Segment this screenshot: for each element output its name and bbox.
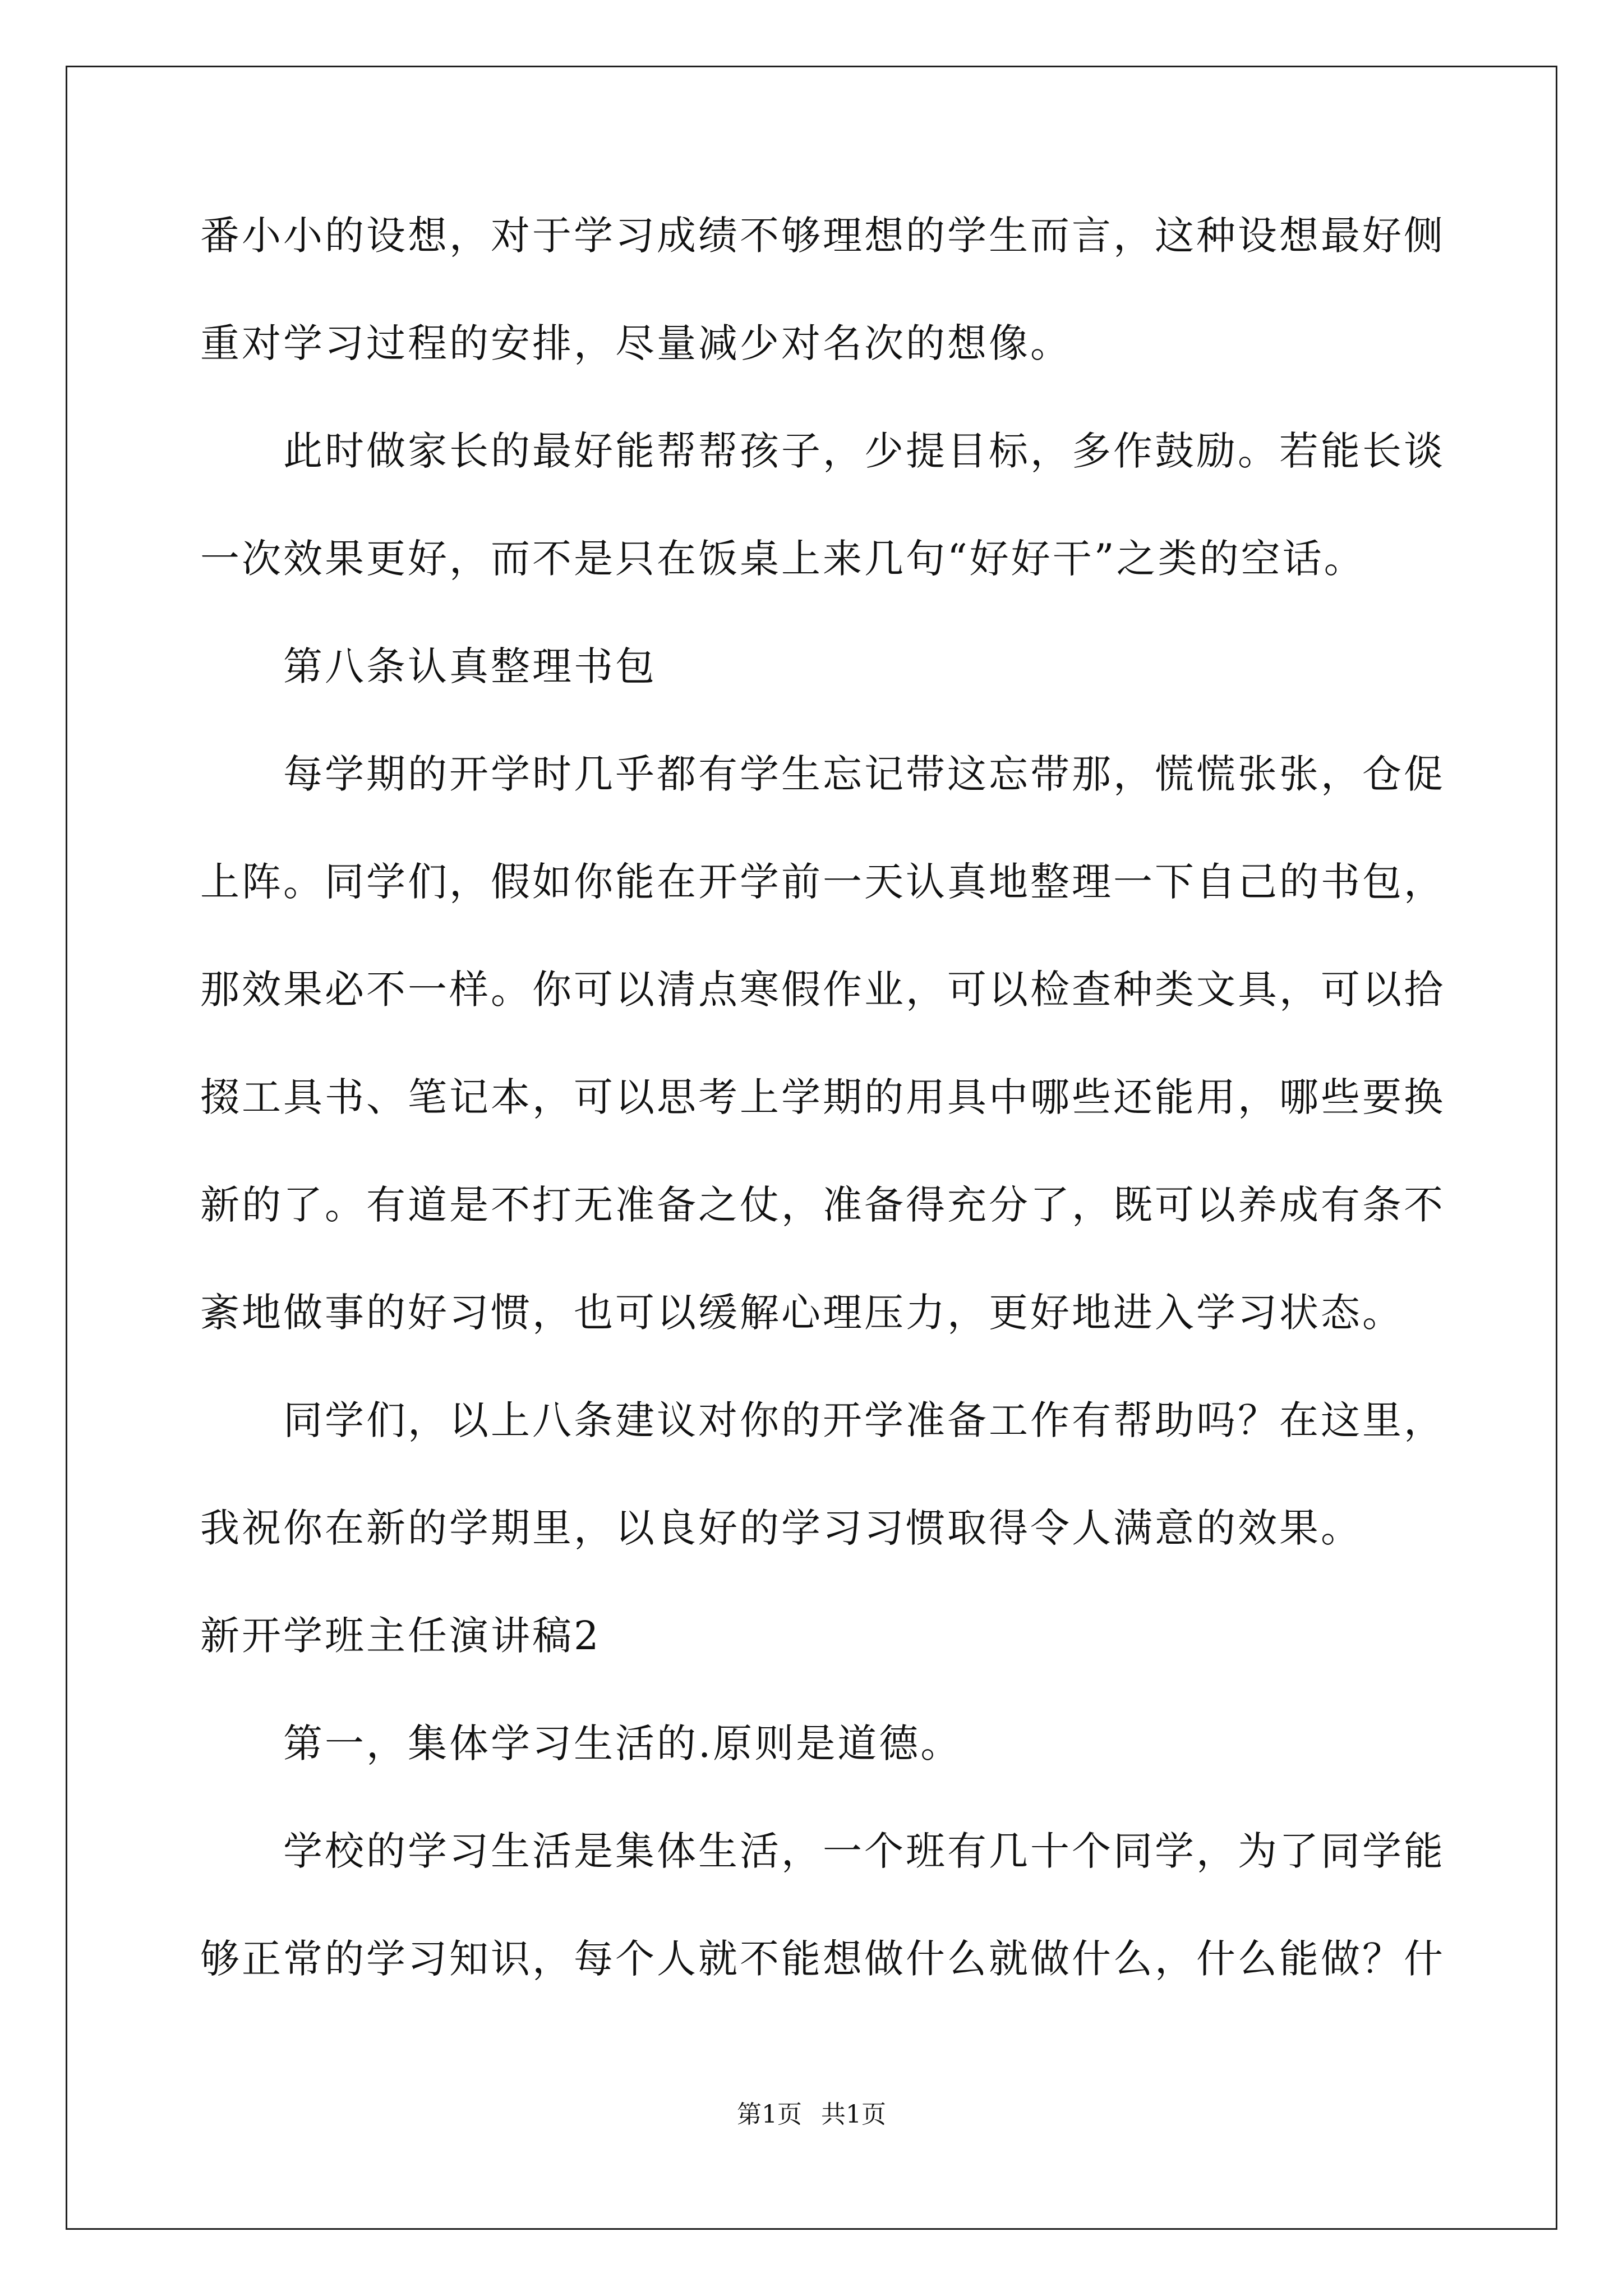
paragraph-line: 那效果必不一样。你可以清点寒假作业，可以检查种类文具，可以拾: [200, 967, 1445, 1013]
page-border: [66, 66, 1557, 2230]
paragraph-line: 同学们，以上八条建议对你的开学准备工作有帮助吗？在这里，: [283, 1397, 1445, 1443]
page-footer: [0, 2098, 1623, 2132]
paragraph-line: 够正常的学习知识，每个人就不能想做什么就做什么，什么能做？什: [200, 1936, 1445, 1982]
page-total: 共1页: [821, 2100, 886, 2129]
paragraph-line: 第一，集体学习生活的.原则是道德。: [283, 1720, 962, 1766]
document-subtitle: 新开学班主任演讲稿2: [200, 1613, 601, 1659]
page-number: 第1页: [737, 2100, 802, 2129]
paragraph-line: 此时做家长的最好能帮帮孩子，少提目标，多作鼓励。若能长谈: [283, 428, 1445, 474]
paragraph-line: 学校的学习生活是集体生活，一个班有几十个同学，为了同学能: [283, 1828, 1445, 1874]
paragraph-line: 一次效果更好，而不是只在饭桌上来几句“好好干”之类的空话。: [200, 536, 1366, 582]
paragraph-line: 上阵。同学们，假如你能在开学前一天认真地整理一下自己的书包，: [200, 859, 1445, 905]
section-heading: 第八条认真整理书包: [283, 643, 657, 689]
paragraph-line: 紊地做事的好习惯，也可以缓解心理压力，更好地进入学习状态。: [200, 1290, 1404, 1336]
paragraph-line: 我祝你在新的学期里，以良好的学习习惯取得令人满意的效果。: [200, 1505, 1362, 1551]
paragraph-line: 重对学习过程的安排，尽量减少对名次的想像。: [200, 320, 1072, 366]
paragraph-line: 番小小的设想，对于学习成绩不够理想的学生而言，这种设想最好侧: [200, 213, 1445, 259]
paragraph-line: 每学期的开学时几乎都有学生忘记带这忘带那，慌慌张张，仓促: [283, 751, 1445, 797]
paragraph-line: 新的了。有道是不打无准备之仗，准备得充分了，既可以养成有条不: [200, 1182, 1445, 1228]
paragraph-line: 掇工具书、笔记本，可以思考上学期的用具中哪些还能用，哪些要换: [200, 1074, 1445, 1120]
